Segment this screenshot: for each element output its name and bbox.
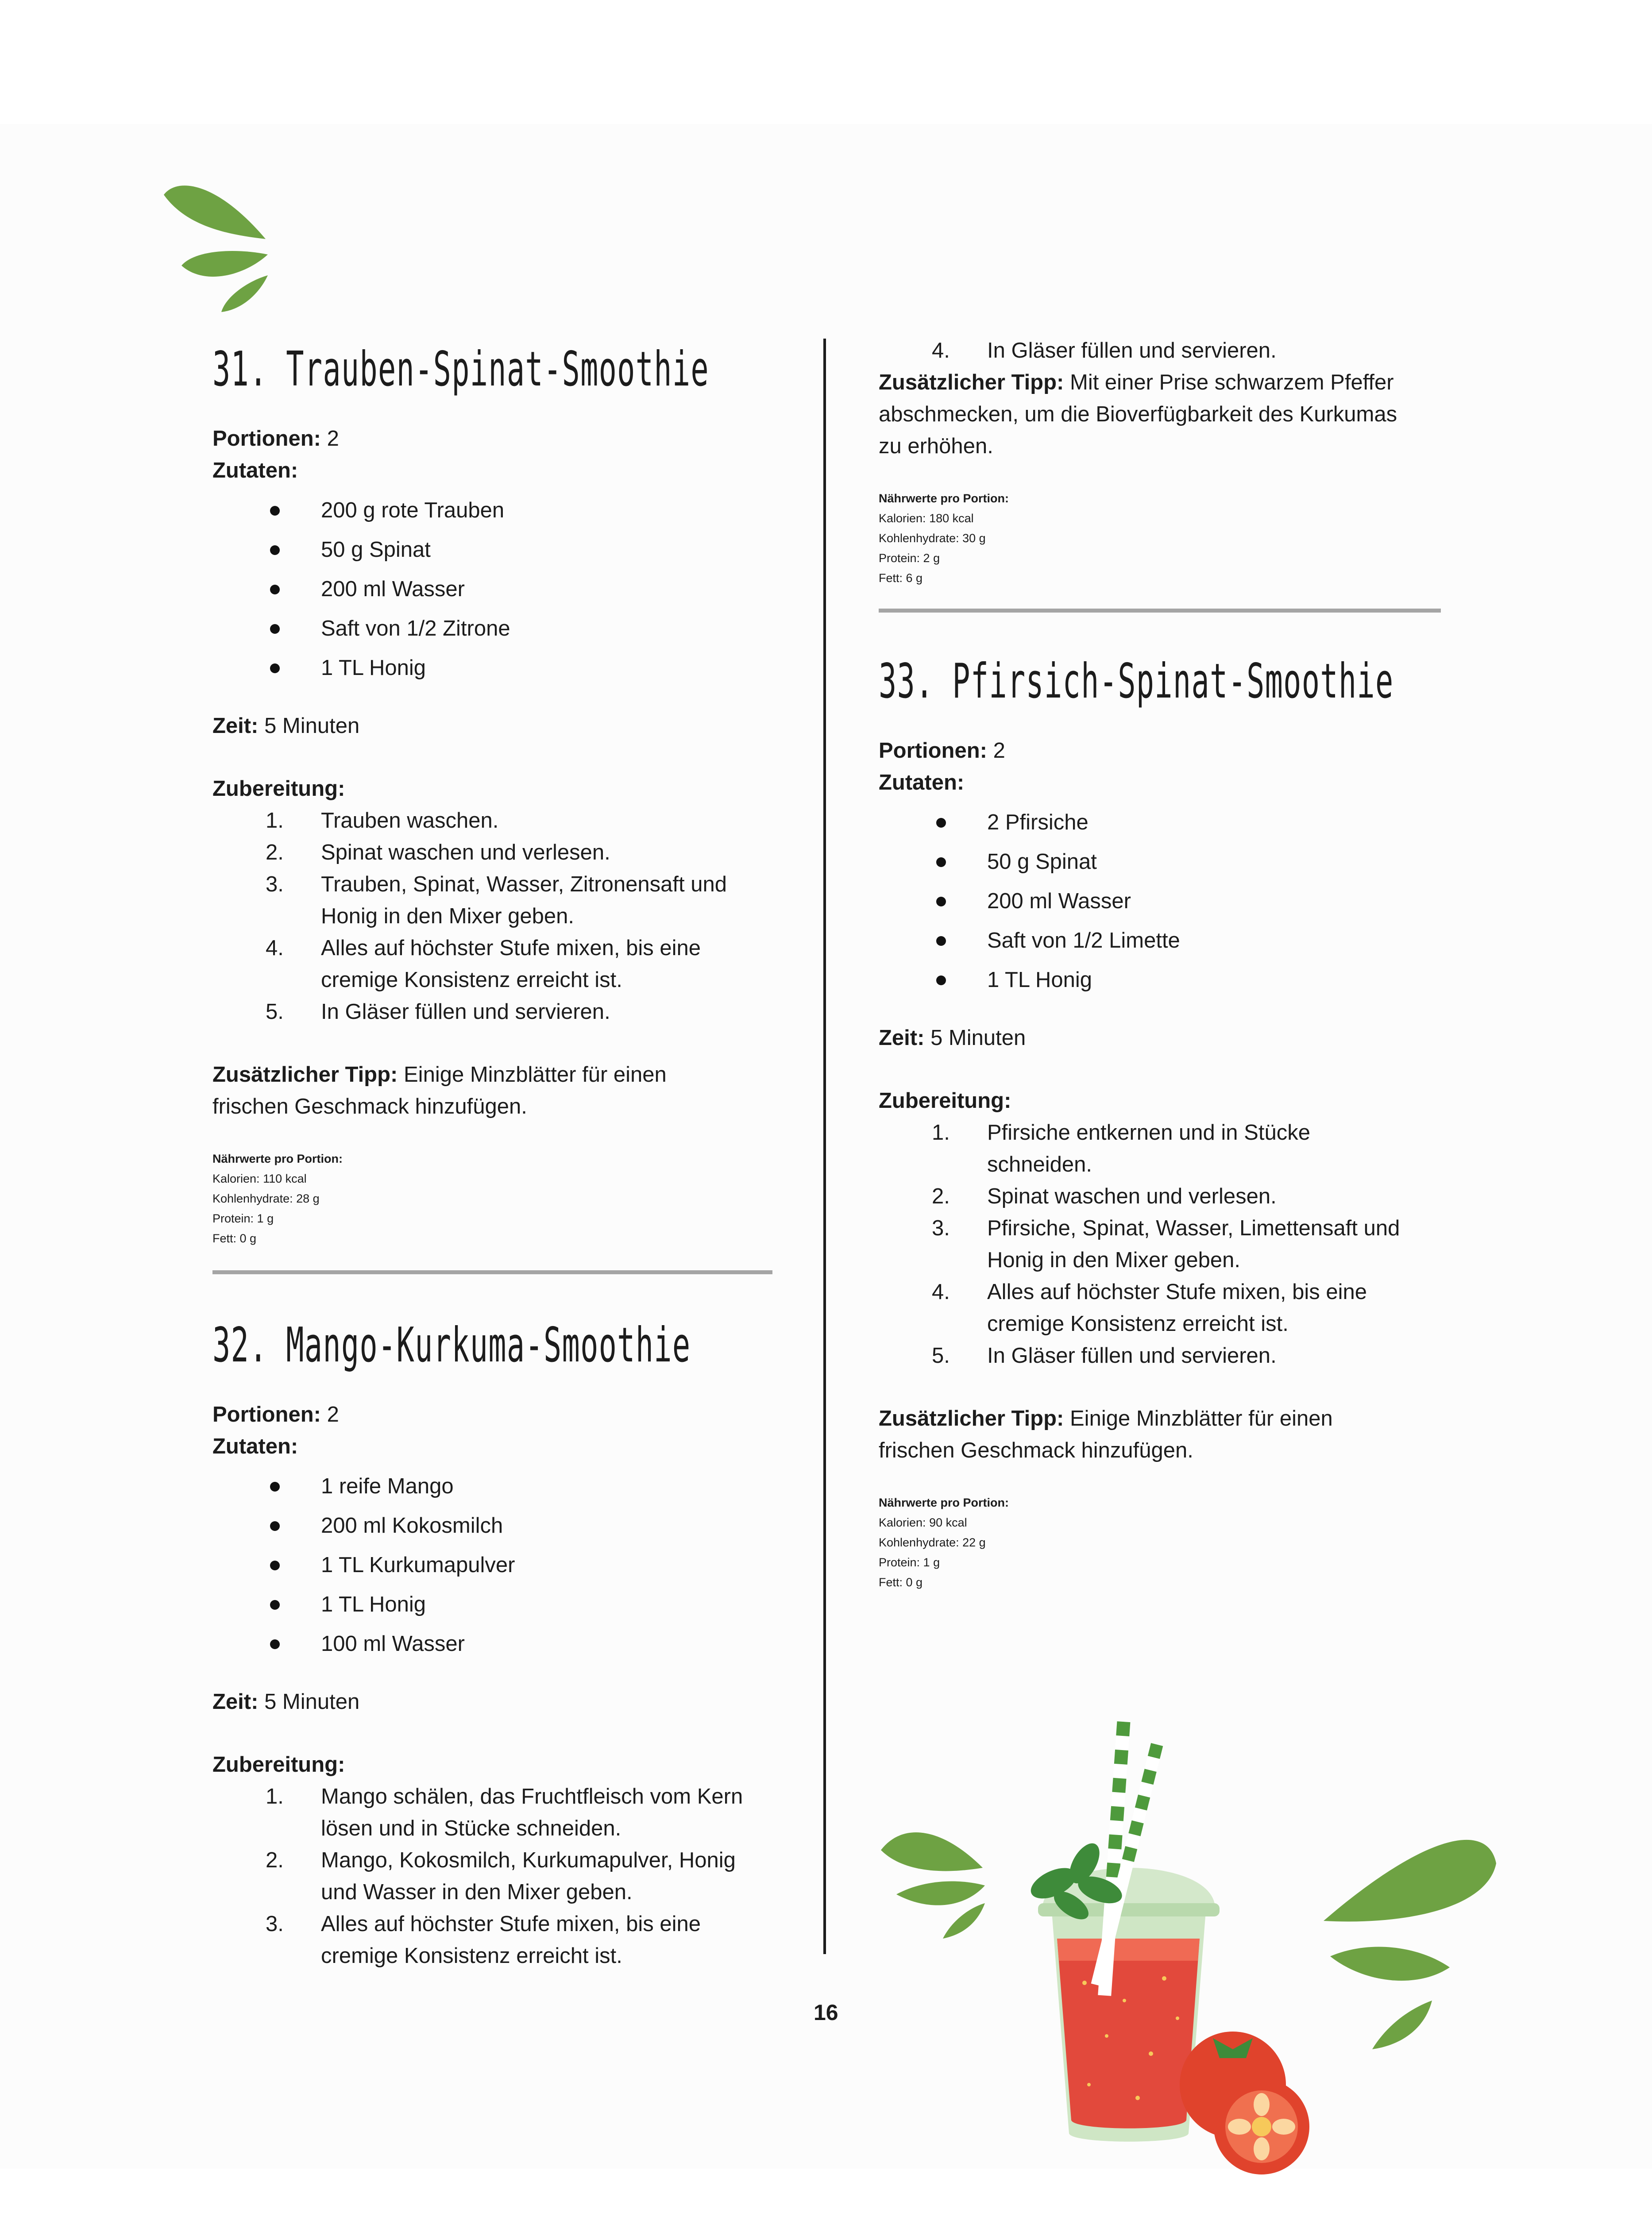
- nutrition-label: Nährwerte pro Portion:: [879, 492, 1009, 505]
- list-item: 2 Pfirsiche: [879, 803, 1459, 842]
- list-item: 50 g Spinat: [879, 842, 1459, 882]
- page-number: 16: [814, 2000, 838, 2025]
- step-list: [212, 1781, 788, 1972]
- zubereitung-label: Zubereitung:: [879, 1089, 1011, 1113]
- list-item: 1 TL Honig: [212, 1585, 788, 1624]
- nutrition-value: Protein: 2 g: [879, 551, 940, 565]
- recipe-31: [212, 341, 788, 1249]
- nutrition-value: Protein: 1 g: [212, 1212, 274, 1225]
- list-item: Saft von 1/2 Limette: [879, 921, 1459, 960]
- list-item: 200 g rote Trauben: [212, 491, 788, 530]
- list-item: 1 TL Kurkumapulver: [212, 1546, 788, 1585]
- step-list: [212, 805, 788, 1028]
- list-item: 3. Pfirsiche, Spinat, Wasser, Limettensaft und Honig in den Mixer geben.: [932, 1216, 1400, 1272]
- nutrition-value: Fett: 0 g: [879, 1576, 923, 1589]
- tomato-icon: [1180, 2032, 1309, 2174]
- list-item: 1. Trauben waschen.: [266, 809, 499, 833]
- leaf-splash-icon: [1324, 1840, 1496, 2049]
- nutrition-value: Protein: 1 g: [879, 1556, 940, 1569]
- list-item: 4. In Gläser füllen und servieren.: [932, 339, 1277, 362]
- leaf-splash-icon: [159, 177, 274, 323]
- nutrition-value: Kalorien: 90 kcal: [879, 1516, 967, 1529]
- list-item: 4. Alles auf höchster Stufe mixen, bis eine cremige Konsistenz erreicht ist.: [266, 936, 701, 992]
- tip-text: Zusätzlicher Tipp: Einige Minzblätter für einen frischen Geschmack hinzufügen.: [879, 1407, 1333, 1462]
- zeit-row: Zeit: 5 Minuten: [212, 1690, 360, 1714]
- list-item: 5. In Gläser füllen und servieren.: [932, 1344, 1277, 1368]
- list-item: Saft von 1/2 Zitrone: [212, 609, 788, 648]
- list-item: 1 TL Honig: [879, 960, 1459, 1000]
- zeit-row: Zeit: 5 Minuten: [879, 1026, 1026, 1050]
- recipe-separator: [212, 1270, 772, 1274]
- list-item: 3. Trauben, Spinat, Wasser, Zitronensaft und Honig in den Mixer geben.: [266, 872, 727, 928]
- zubereitung-label: Zubereitung:: [212, 777, 345, 801]
- list-item: 4. Alles auf höchster Stufe mixen, bis eine cremige Konsistenz erreicht ist.: [932, 1280, 1367, 1336]
- list-item: 2. Spinat waschen und verlesen.: [932, 1184, 1277, 1208]
- tip-text: Zusätzlicher Tipp: Einige Minzblätter für einen frischen Geschmack hinzufügen.: [212, 1063, 667, 1118]
- nutrition-value: Kalorien: 180 kcal: [879, 512, 974, 525]
- zutaten-label: Zutaten:: [212, 459, 298, 482]
- list-item: 1. Mango schälen, das Fruchtfleisch vom Kern lösen und in Stücke schneiden.: [266, 1785, 743, 1840]
- recipe-title: 32. Mango-Kurkuma-Smoothie: [212, 1318, 691, 1373]
- zutaten-label: Zutaten:: [212, 1434, 298, 1458]
- ingredient-list: [212, 491, 788, 688]
- list-item: 5. In Gläser füllen und servieren.: [266, 1000, 610, 1024]
- recipe-32: [212, 1317, 788, 1972]
- tip-text: Zusätzlicher Tipp: Mit einer Prise schwarzem Pfeffer abschmecken, um die Bioverfügbarkeit des Kurkumas zu erhöhen.: [879, 370, 1397, 458]
- list-item: 1 reife Mango: [212, 1467, 788, 1506]
- recipe-32-continued: [879, 335, 1459, 588]
- portionen-row: Portionen: 2: [212, 1403, 339, 1426]
- ingredient-list: [212, 1467, 788, 1664]
- list-item: 100 ml Wasser: [212, 1624, 788, 1664]
- nutrition-value: Kohlenhydrate: 30 g: [879, 532, 986, 545]
- list-item: 2. Mango, Kokosmilch, Kurkumapulver, Honig und Wasser in den Mixer geben.: [266, 1848, 736, 1904]
- nutrition-value: Kalorien: 110 kcal: [212, 1172, 307, 1185]
- step-list: [879, 335, 1459, 366]
- nutrition-value: Kohlenhydrate: 22 g: [879, 1536, 986, 1549]
- step-list: [879, 1117, 1459, 1372]
- column-divider: [823, 339, 826, 1954]
- nutrition-value: Fett: 6 g: [879, 571, 923, 585]
- recipe-title: 31. Trauben-Spinat-Smoothie: [212, 342, 709, 397]
- nutrition-label: Nährwerte pro Portion:: [212, 1152, 343, 1165]
- portionen-row: Portionen: 2: [212, 427, 339, 451]
- list-item: 50 g Spinat: [212, 530, 788, 570]
- recipe-33: [879, 653, 1459, 1592]
- ingredient-list: [879, 803, 1459, 1000]
- list-item: 200 ml Wasser: [879, 882, 1459, 921]
- list-item: 1. Pfirsiche entkernen und in Stücke schneiden.: [932, 1121, 1310, 1176]
- leaf-splash-icon: [881, 1832, 985, 1939]
- list-item: 1 TL Honig: [212, 648, 788, 688]
- list-item: 3. Alles auf höchster Stufe mixen, bis eine cremige Konsistenz erreicht ist.: [266, 1912, 701, 1968]
- zutaten-label: Zutaten:: [879, 771, 965, 794]
- nutrition-label: Nährwerte pro Portion:: [879, 1496, 1009, 1509]
- list-item: 200 ml Kokosmilch: [212, 1506, 788, 1546]
- portionen-row: Portionen: 2: [879, 739, 1005, 763]
- list-item: 2. Spinat waschen und verlesen.: [266, 840, 610, 864]
- smoothie-illustration: [876, 1708, 1505, 2204]
- recipe-separator: [879, 609, 1441, 613]
- nutrition-value: Kohlenhydrate: 28 g: [212, 1192, 320, 1205]
- list-item: 200 ml Wasser: [212, 570, 788, 609]
- zeit-row: Zeit: 5 Minuten: [212, 714, 360, 738]
- recipe-title: 33. Pfirsich-Spinat-Smoothie: [879, 654, 1394, 709]
- nutrition-value: Fett: 0 g: [212, 1232, 257, 1245]
- zubereitung-label: Zubereitung:: [212, 1753, 345, 1777]
